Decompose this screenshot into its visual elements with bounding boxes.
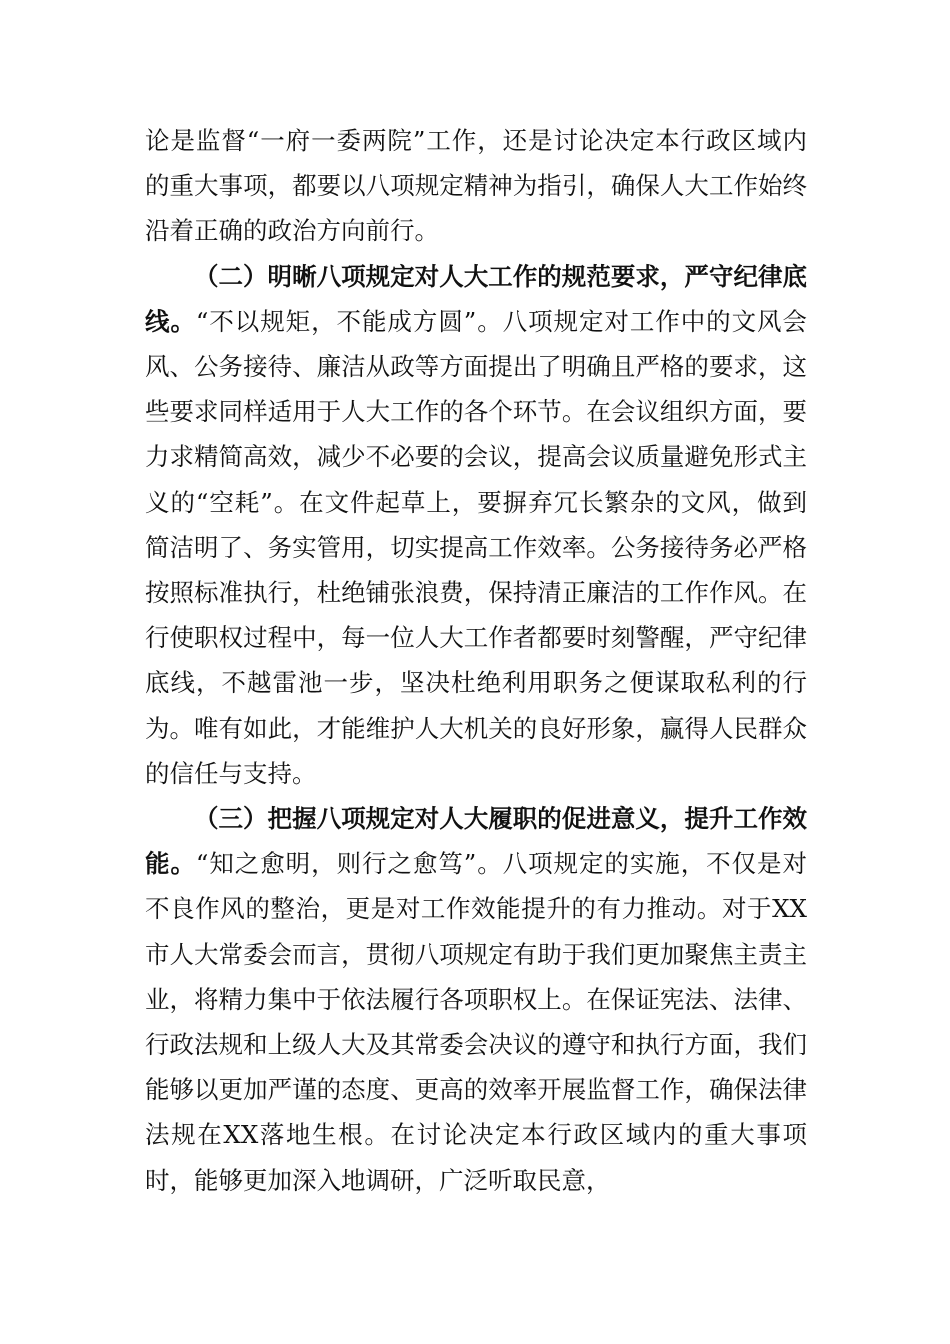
paragraph-body: “知之愈明，则行之愈笃”。八项规定的实施，不仅是对不良作风的整治，更是对工作效能提升的有力推动。对于XX市人大常委会而言，贯彻八项规定有助于我们更加聚焦主责主业，将精力集中于依法履行各项职权上。在保证宪法、法律、行政法规和上级人大及其常委会决议的遵守和执行方面，我们能够以更加严谨的态度、更高的效率开展监督工作，确保法律法规在XX落地生根。在讨论决定本行政区域内的重大事项时，能够更加深入地调研，广泛听取民意，: [145, 849, 807, 1195]
paragraph-section-2: [145, 254, 807, 796]
paragraph-body: 论是监督“一府一委两院”工作，还是讨论决定本行政区域内的重大事项，都要以八项规定精神为指引，确保人大工作始终沿着正确的政治方向前行。: [145, 126, 807, 246]
paragraph-section-3: [145, 796, 807, 1203]
paragraph-continuation: [145, 118, 807, 254]
section-heading-3: （三）把握八项规定对人大履职的促进意义，提升工作效能。: [145, 804, 807, 879]
section-heading-2: （二）明晰八项规定对人大工作的规范要求，严守纪律底线。: [145, 261, 807, 336]
document-body: [145, 118, 807, 1203]
paragraph-body: “不以规矩，不能成方圆”。八项规定对工作中的文风会风、公务接待、廉洁从政等方面提出了明确且严格的要求，这些要求同样适用于人大工作的各个环节。在会议组织方面，要力求精简高效，减少不必要的会议，提高会议质量避免形式主义的“空耗”。在文件起草上，要摒弃冗长繁杂的文风，做到简洁明了、务实管用，切实提高工作效率。公务接待务必严格按照标准执行，杜绝铺张浪费，保持清正廉洁的工作作风。在行使职权过程中，每一位人大工作者都要时刻警醒，严守纪律底线，不越雷池一步，坚决杜绝利用职务之便谋取私利的行为。唯有如此，才能维护人大机关的良好形象，赢得人民群众的信任与支持。: [145, 306, 807, 788]
